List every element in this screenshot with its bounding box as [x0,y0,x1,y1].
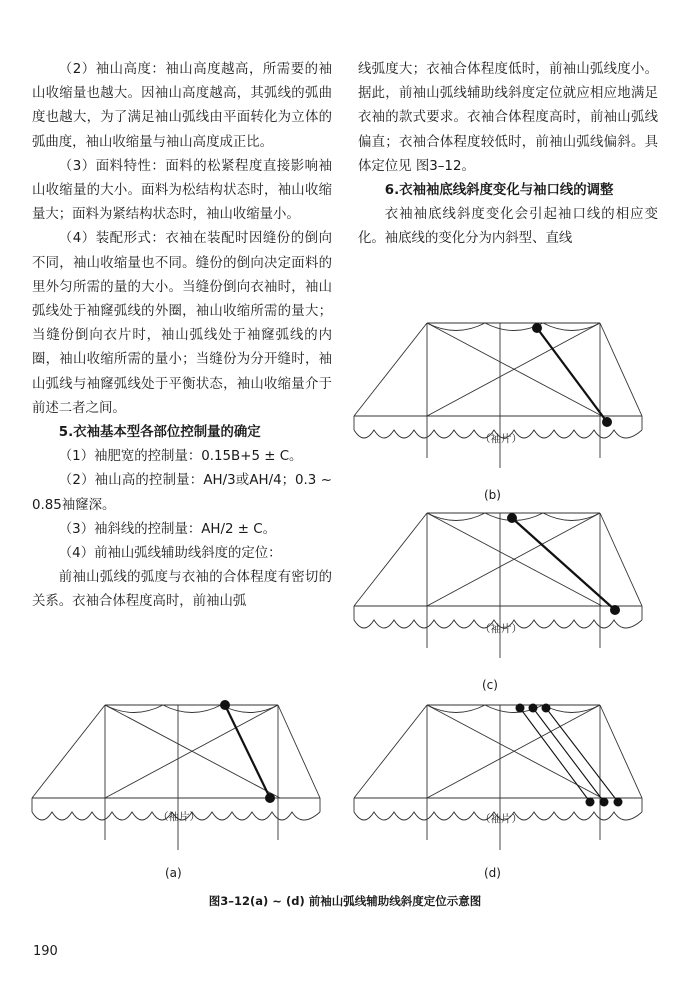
curve-point-bottom [586,798,595,807]
figure-caption: 图3–12(a) ~ (d) 前袖山弧线辅助线斜度定位示意图 [208,894,482,908]
curve-point-top [516,704,525,713]
curve-point-bottom [600,798,609,807]
figure-d [352,700,652,880]
sleeve-label-a: （袖片） [158,811,200,823]
curve-point-bottom [602,417,612,427]
page-number: 190 [33,944,58,959]
subcaption-c: (c) [482,678,498,692]
sleeve-label-d: （袖片） [480,813,522,825]
left-column [32,58,332,615]
curve-point-top [542,704,551,713]
curve-point-top [507,513,517,523]
sleeve-label-c: （袖片） [480,623,522,635]
heading-section-5: 5.衣袖基本型各部位控制量的确定 [58,425,261,441]
curve-point-top [220,700,230,710]
item-sleeve-slope: （3）袖斜线的控制量：AH/2 ± C。 [58,521,276,537]
paragraph-sleeve-cap-height: （2）袖山高度：袖山高度越高，所需要的袖山收缩量也越大。因袖山高度越高，其弧线的弧曲度也越大，为了满足袖山弧线由平面转化为立体的弧曲度，袖山收缩量与袖山高度成正比。 [32,62,332,150]
item-sleeve-width: （1）袖肥宽的控制量：0.15B+5 ± C。 [58,449,303,465]
sleeve-diagram-b [352,318,652,483]
sleeve-label-b: （袖片） [480,433,522,445]
subcaption-d: (d) [484,866,501,880]
figure-b [352,318,652,502]
figure-a [30,700,330,880]
curve-point-top [529,704,538,713]
sleeve-diagram-a [30,700,330,860]
right-column [358,58,658,252]
figure-c [352,508,652,692]
curve-point-bottom [610,605,620,615]
item-front-aux-line: （4）前袖山弧线辅助线斜度的定位： [58,546,282,562]
sleeve-diagram-c [352,508,652,673]
subcaption-a: (a) [165,866,182,880]
heading-section-6: 6.衣袖袖底线斜度变化与袖口线的调整 [384,183,614,199]
sleeve-diagram-d [352,700,652,860]
paragraph-front-curve-cont: 线弧度大；衣袖合体程度低时，前袖山弧线度小。据此，前袖山弧线辅助线斜度定位就应相应地满足衣袖的款式要求。衣袖合体程度高时，前袖山弧线偏直；衣袖合体程度较低时，前袖山弧线偏斜。具体定位见 图3–12。 [358,62,658,174]
curve-point-top [532,323,542,333]
curve-point-bottom [614,798,623,807]
curve-point-bottom [265,793,275,803]
paragraph-underarm-seam: 衣袖袖底线斜度变化会引起袖口线的相应变化。袖底线的变化分为内斜型、直线 [358,207,658,247]
paragraph-front-curve: 前袖山弧线的弧度与衣袖的合体程度有密切的关系。衣袖合体程度高时，前袖山弧 [32,570,332,610]
item-cap-height: （2）袖山高的控制量：AH/3或AH/4；0.3 ~ 0.85袖窿深。 [32,473,332,513]
paragraph-fabric: （3）面料特性：面料的松紧程度直接影响袖山收缩量的大小。面料为松结构状态时，袖山收缩量大；面料为紧结构状态时，袖山收缩量小。 [32,158,332,223]
paragraph-assembly: （4）装配形式：衣袖在装配时因缝份的倒向不同，袖山收缩量也不同。缝份的倒向决定面料的里外匀所需的量的大小。当缝份倒向衣袖时，袖山弧线处于袖窿弧线的外圈，袖山收缩所需的量大；当缝份倒向衣片时，袖山弧线处于袖窿弧线的内圈，袖山收缩所需的量小；当缝份为分开缝时，袖山弧线与袖窿弧线处于平衡状态，袖山收缩量介于前述二者之间。 [32,231,332,416]
subcaption-b: (b) [484,488,501,502]
